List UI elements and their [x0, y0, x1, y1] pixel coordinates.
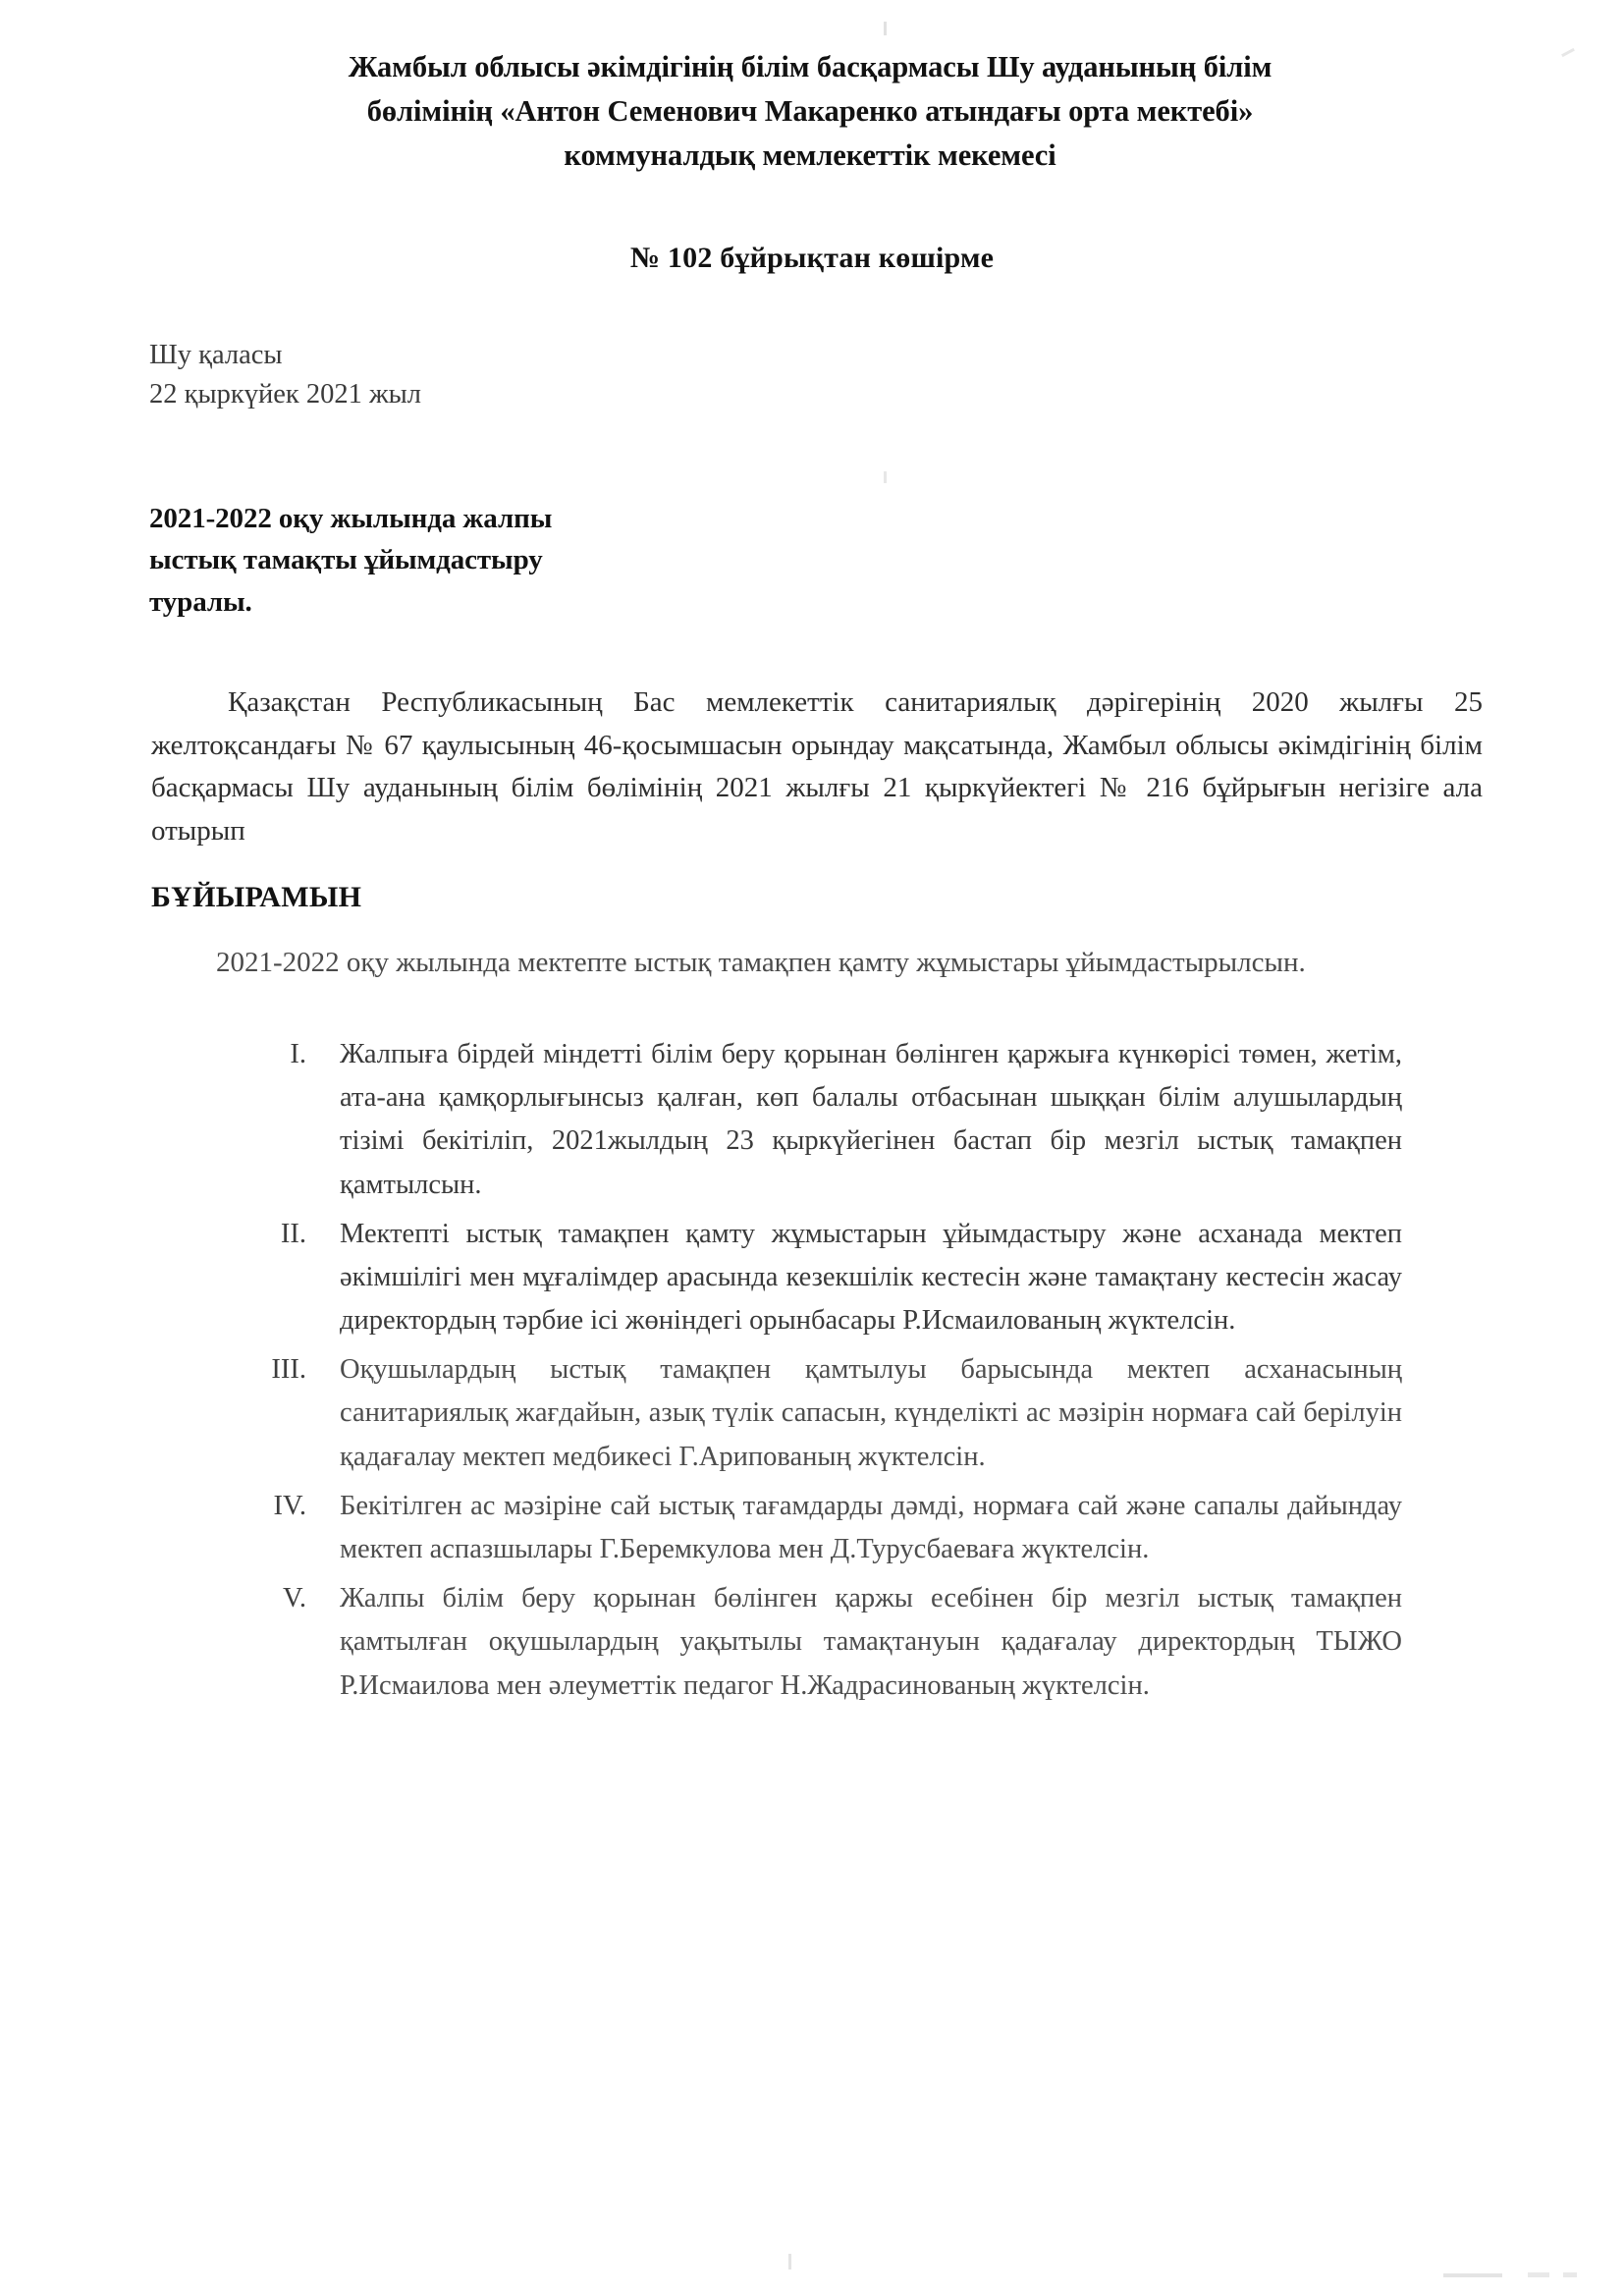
subject-block — [149, 498, 1508, 623]
clause-item — [255, 1213, 1402, 1343]
scan-artifact-bottom-right-2 — [1528, 2272, 1549, 2277]
preamble-paragraph: Қазақстан Республикасының Бас мемлекеттік санитариялық дәрігерінің 2020 жылғы 25 желтоқсандағы № 67 қаулысының 46-қосымшасын орындау мақсатында, Жамбыл облысы әкімдігінің білім басқармасы Шу ауданының білім бөлімінің 2021 жылғы 21 қыркүйектегі № 216 бұйрығын негізіге ала отырып — [151, 686, 1483, 847]
clause-item — [255, 1033, 1402, 1207]
clause-text: Оқушылардың ыстық тамақпен қамтылуы барысында мектеп асханасының санитариялық жағдайын, азық түлік сапасын, күнделікті ас мәзірін нормаға сай берілуін қадағалау мектеп медбикесі Г.Арипованың жүктелсін. — [340, 1354, 1402, 1472]
clause-text: Жалпыға бірдей міндетті білім беру қорынан бөлінген қаржыға күнкөрісі төмен, жетім, ата-ана қамқорлығынсыз қалған, көп балалы отбасынан шыққан білім алушылардың тізімі бекітіліп, 2021жылдың 23 қыркүйегінен бастап бір мезгіл ыстық тамақпен қамтылсын. — [340, 1039, 1402, 1200]
scan-artifact-middle — [884, 471, 887, 483]
clause-text: Мектепті ыстық тамақпен қамту жұмыстарын ұйымдастыру және асханада мектеп әкімшілігі мен мұғалімдер арасында кезекшілік кестесін және тамақтану кестесін жасау директордың тәрбие ісі жөніндегі орынбасары Р.Исмаилованың жүктелсін. — [340, 1218, 1402, 1337]
scan-artifact-bottom-right-1 — [1443, 2273, 1502, 2277]
organization-header — [149, 45, 1471, 177]
clause-marker: IV. — [273, 1490, 306, 1521]
clause-text: Жалпы білім беру қорынан бөлінген қаржы есебінен бір мезгіл ыстық тамақпен қамтылған оқушылардың уақытылы тамақтануын қадағалау директордың ТЫЖО Р.Исмаилова мен әлеуметтік педагог Н.Жадрасинованың жүктелсін. — [340, 1583, 1402, 1701]
document-number-title: № 102 бұйрықтан көшірме — [629, 242, 995, 275]
clause-marker: II. — [280, 1218, 306, 1249]
clause-list — [255, 1033, 1402, 1708]
intro-paragraph: 2021-2022 оқу жылында мектепте ыстық тамақпен қамту жұмыстары ұйымдастырылсын. — [216, 947, 1306, 979]
scan-artifact-top-right — [1561, 48, 1575, 57]
place-line: Шу қаласы — [149, 340, 283, 371]
clause-text: Бекітілген ас мәзіріне сай ыстық тағамдарды дәмді, нормаға сай және сапалы дайындау мектеп аспазшылары Г.Беремкулова мен Д.Турусбаеваға жүктелсін. — [340, 1490, 1402, 1564]
clause-marker: V. — [282, 1583, 306, 1614]
scan-artifact-bottom-center — [788, 2254, 791, 2269]
date-line: 22 қыркүйек 2021 жыл — [149, 378, 422, 410]
organization-header-line-3: коммуналдық мемлекеттік мекемесі — [564, 137, 1056, 172]
order-keyword: БҰЙЫРАМЫН — [151, 881, 362, 914]
clause-item — [255, 1485, 1402, 1571]
scan-artifact-top-center — [884, 22, 887, 35]
subject-line-3: туралы. — [149, 585, 252, 618]
subject-line-2: ыстық тамақты ұйымдастыру — [149, 544, 543, 576]
clause-marker: I. — [290, 1039, 306, 1070]
subject-line-1: 2021-2022 оқу жылында жалпы — [149, 503, 553, 535]
organization-header-line-1: Жамбыл облысы әкімдігінің білім басқармасы Шу ауданының білім — [348, 50, 1272, 83]
clause-item — [255, 1348, 1402, 1479]
organization-header-line-2: бөлімінің «Антон Семенович Макаренко атындағы орта мектебі» — [366, 93, 1254, 128]
scan-artifact-bottom-right-3 — [1563, 2272, 1577, 2277]
place-and-date-block — [149, 336, 1508, 413]
clause-item — [255, 1577, 1402, 1708]
clause-marker: III. — [271, 1354, 306, 1386]
